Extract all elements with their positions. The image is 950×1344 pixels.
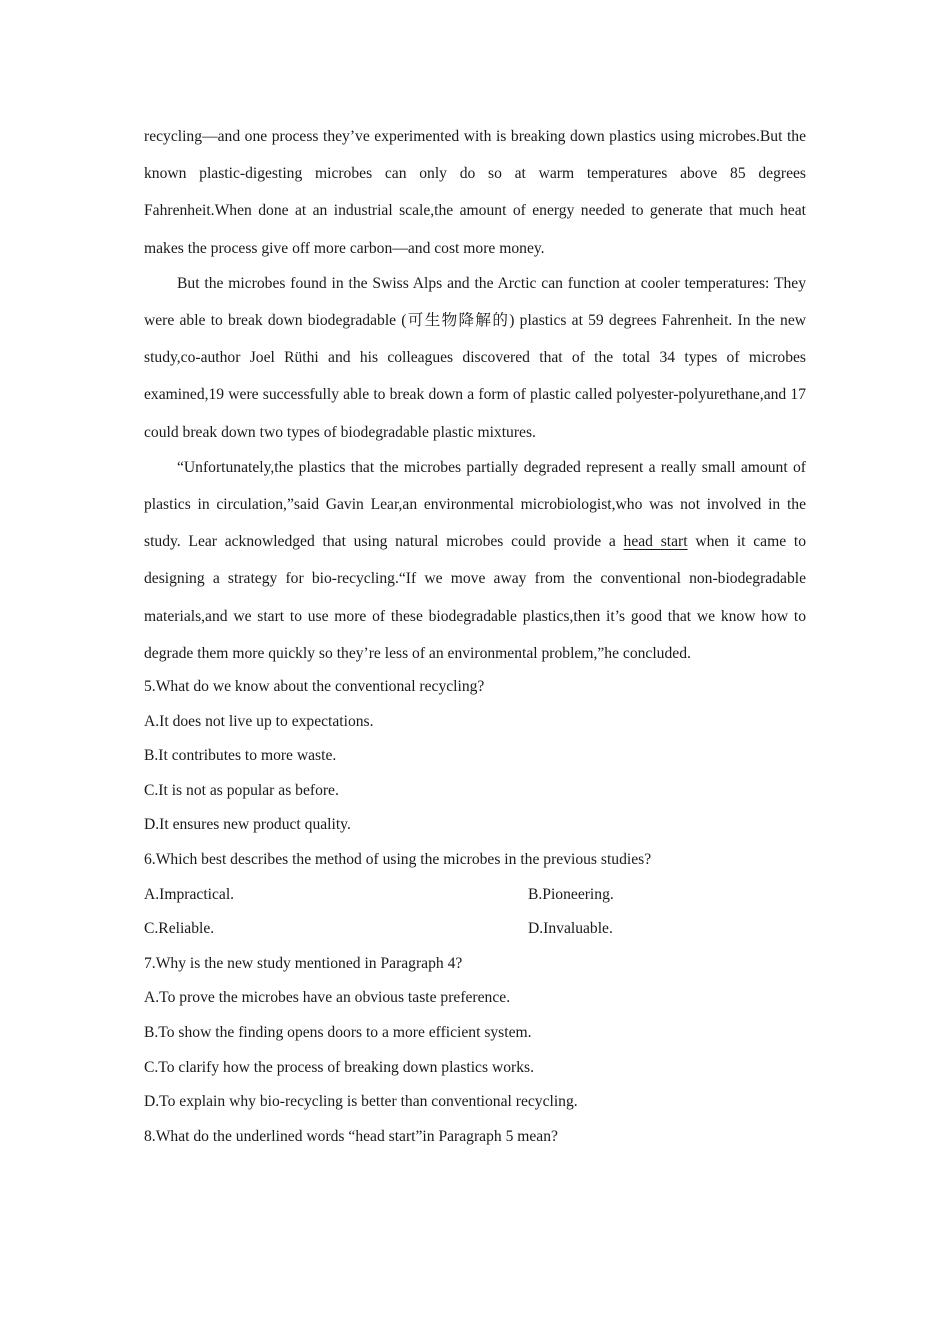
question-7-option-b: B.To show the finding opens doors to a more efficient system. xyxy=(144,1023,532,1041)
paragraph-3-text-after: when it came to designing a strategy for bio-recycling.“If we move away from the conventional non-biodegradable materials,and we start to use more of these biodegradable plastics,then it’s good that we know how to degrade them more quickly so they’re less of an environmental problem,”he concluded. xyxy=(144,533,807,662)
question-6-stem: 6.Which best describes the method of using the microbes in the previous studies? xyxy=(144,851,652,869)
passage-paragraph-2: But the microbes found in the Swiss Alps and the Arctic can function at cooler temperatures: They were able to break down biodegradable (可生物降解的) plastics at 59 degrees Fahrenheit. In the new study,co-author Joel Rüthi and his colleagues discovered that of the total 34 types of microbes examined,19 were successfully able to break down a form of plastic called polyester-polyurethane,and 17 could break down two types of biodegradable plastic mixtures. xyxy=(144,274,806,441)
underlined-phrase-head-start: head start xyxy=(623,533,688,551)
question-5 xyxy=(144,670,806,843)
question-5-stem: 5.What do we know about the conventional recycling? xyxy=(144,678,485,696)
question-8-stem: 8.What do the underlined words “head start”in Paragraph 5 mean? xyxy=(144,1127,558,1145)
passage-paragraph-3 xyxy=(144,449,806,672)
question-7-stem: 7.Why is the new study mentioned in Paragraph 4? xyxy=(144,954,463,972)
question-6 xyxy=(144,843,806,947)
question-7-option-c: C.To clarify how the process of breaking down plastics works. xyxy=(144,1058,534,1076)
question-6-option-c: C.Reliable. xyxy=(144,920,215,938)
question-5-option-a: A.It does not live up to expectations. xyxy=(144,712,374,730)
question-8 xyxy=(144,1120,806,1155)
question-6-options-row-2 xyxy=(144,912,806,947)
question-7 xyxy=(144,947,806,1120)
paragraph-3-text-before: “Unfortunately,the plastics that the microbes partially degraded represent a really small amount of plastics in circulation,”said Gavin Lear,an environmental microbiologist,who was not involved in the study. Lear acknowledged that using natural microbes could provide a xyxy=(144,458,806,551)
question-7-option-d: D.To explain why bio-recycling is better than conventional recycling. xyxy=(144,1093,578,1111)
question-6-option-b: B.Pioneering. xyxy=(528,885,614,903)
question-6-options-row-1 xyxy=(144,878,806,913)
question-5-option-d: D.It ensures new product quality. xyxy=(144,816,351,834)
document-page xyxy=(144,118,806,1154)
passage-paragraph-1: recycling—and one process they’ve experimented with is breaking down plastics using microbes.But the known plastic-digesting microbes can only do so at warm temperatures above 85 degrees Fahrenheit.When done at an industrial scale,the amount of energy needed to generate that much heat makes the process give off more carbon—and cost more money. xyxy=(144,128,806,257)
question-7-option-a: A.To prove the microbes have an obvious taste preference. xyxy=(144,989,511,1007)
question-5-option-c: C.It is not as popular as before. xyxy=(144,781,339,799)
question-6-option-d: D.Invaluable. xyxy=(528,920,613,938)
question-6-option-a: A.Impractical. xyxy=(144,885,235,903)
question-5-option-b: B.It contributes to more waste. xyxy=(144,747,337,765)
